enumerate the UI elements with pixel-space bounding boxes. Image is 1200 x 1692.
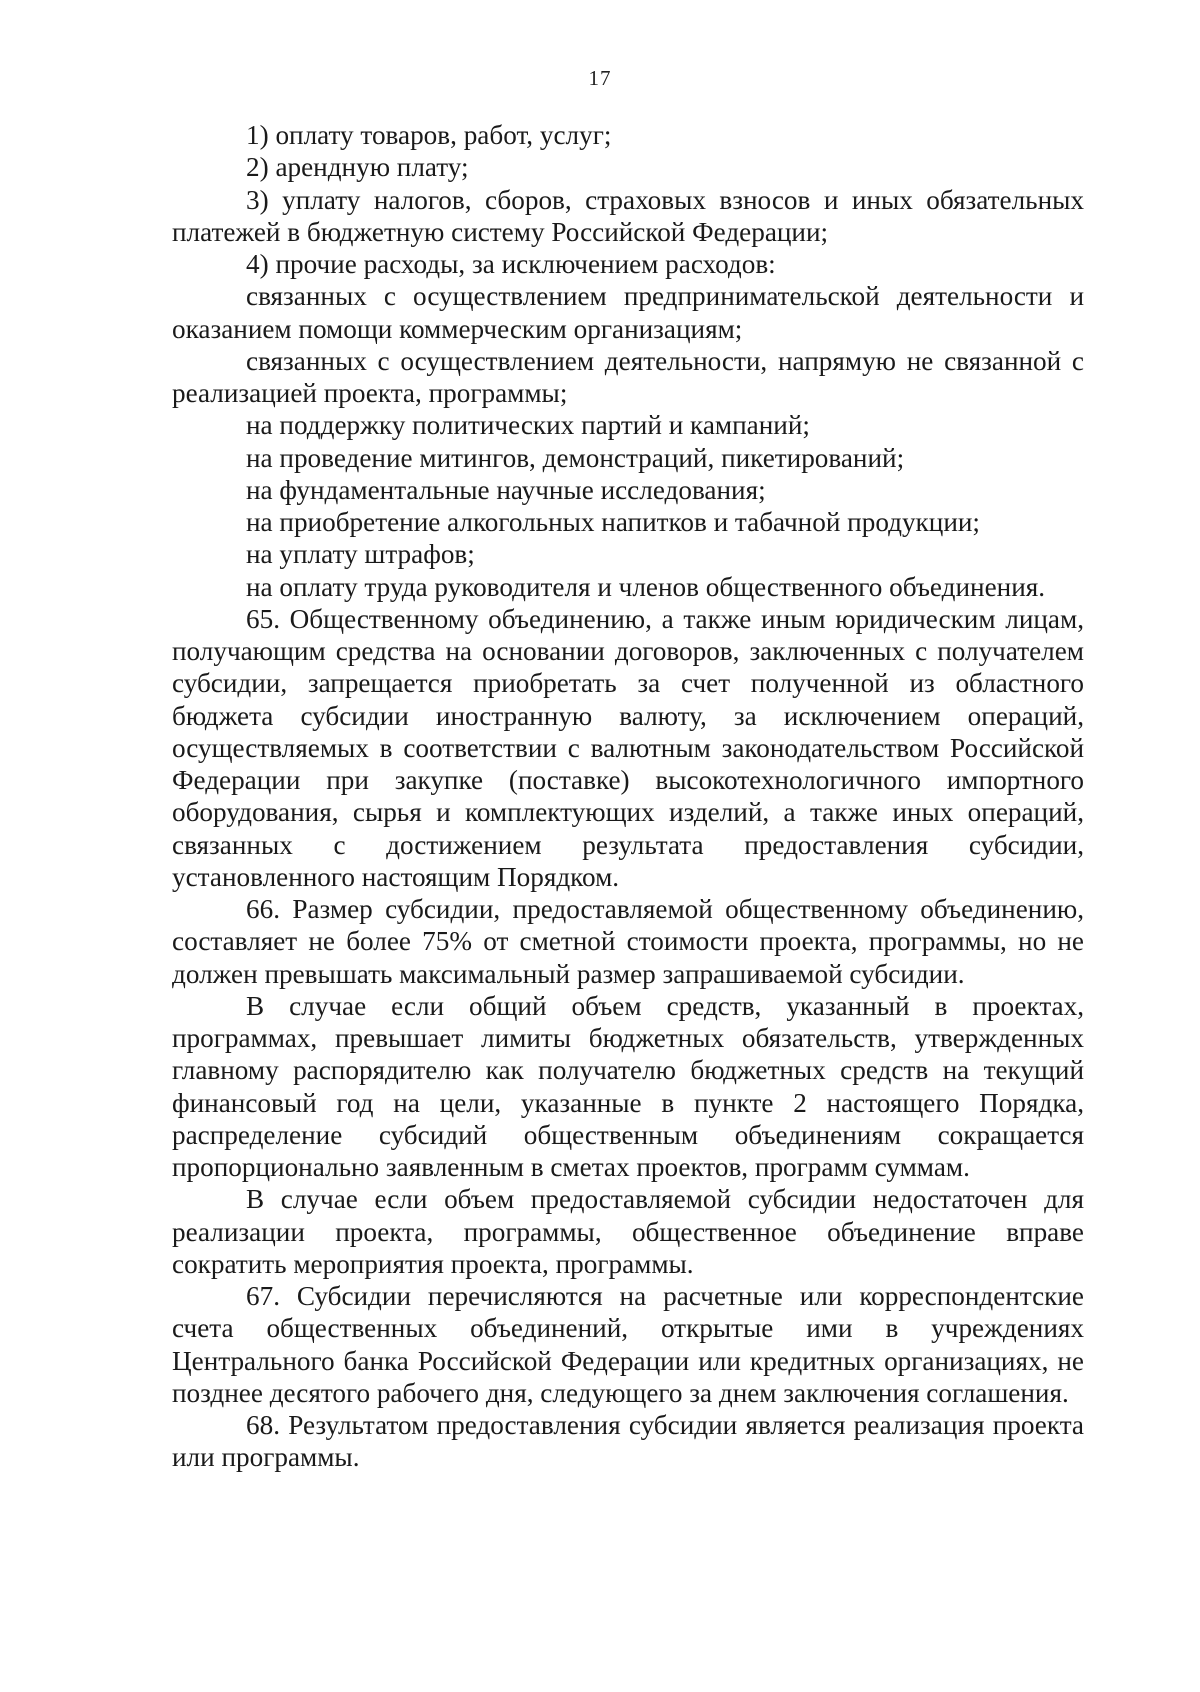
exclusion-alcohol-tobacco: на приобретение алкогольных напитков и табачной продукции;: [246, 507, 980, 537]
document-body: [172, 119, 1084, 1474]
list-item-rent: 2) арендную плату;: [246, 152, 469, 183]
exclusion-rallies: на проведение митингов, демонстраций, пикетирований;: [246, 442, 905, 473]
exclusion-business-activity: связанных с осуществлением предпринимательской деятельности и оказанием помощи коммерческим организациям;: [172, 281, 1084, 344]
clause-66-limits: В случае если общий объем средств, указанный в проектах, программах, превышает лимиты бюджетных обязательств, утвержденных главному распорядителю как получателю бюджетных средств на текущий финансовый год на цели, указанные в пункте 2 настоящего Порядка, распределение субсидий общественным объединениям сокращается пропорционально заявленным в сметах проектов, программ суммам.: [172, 990, 1084, 1182]
clause-65: 65. Общественному объединению, а также иным юридическим лицам, получающим средства на основании договоров, заключенных с получателем субсидии, запрещается приобретать за счет полученной из областного бюджета субсидии иностранную валюту, за исключением операций, осуществляемых в соответствии с валютным законодательством Российской Федерации при закупке (поставке) высокотехнологичного импортного оборудования, сырья и комплектующих изделий, а также иных операций, связанных с достижением результата предоставления субсидии, установленного настоящим Порядком.: [172, 603, 1084, 892]
exclusion-fines: на уплату штрафов;: [246, 539, 475, 570]
list-item-goods-payment: 1) оплату товаров, работ, услуг;: [246, 120, 612, 150]
exclusion-leadership-salary: на оплату труда руководителя и членов общественного объединения.: [246, 571, 1046, 602]
exclusion-fundamental-research: на фундаментальные научные исследования;: [246, 474, 766, 505]
clause-66-insufficient: В случае если объем предоставляемой субсидии недостаточен для реализации проекта, программы, общественное объединение вправе сократить мероприятия проекта, программы.: [172, 1184, 1084, 1279]
page-number: 17: [588, 66, 612, 90]
exclusion-political-parties: на поддержку политических партий и кампаний;: [246, 410, 810, 441]
clause-68: 68. Результатом предоставления субсидии является реализация проекта или программы.: [172, 1410, 1084, 1473]
list-item-taxes: 3) уплату налогов, сборов, страховых взносов и иных обязательных платежей в бюджетную систему Российской Федерации;: [172, 184, 1084, 247]
clause-66: 66. Размер субсидии, предоставляемой общественному объединению, составляет не более 75% от сметной стоимости проекта, программы, но не должен превышать максимальный размер запрашиваемой субсидии.: [172, 894, 1084, 989]
exclusion-unrelated-activity: связанных с осуществлением деятельности, напрямую не связанной с реализацией проекта, программы;: [172, 345, 1084, 408]
list-item-other-expenses: 4) прочие расходы, за исключением расходов:: [246, 249, 776, 279]
clause-67: 67. Субсидии перечисляются на расчетные или корреспондентские счета общественных объединений, открытые ими в учреждениях Центрального банка Российской Федерации или кредитных организациях, не позднее десятого рабочего дня, следующего за днем заключения соглашения.: [172, 1281, 1084, 1408]
